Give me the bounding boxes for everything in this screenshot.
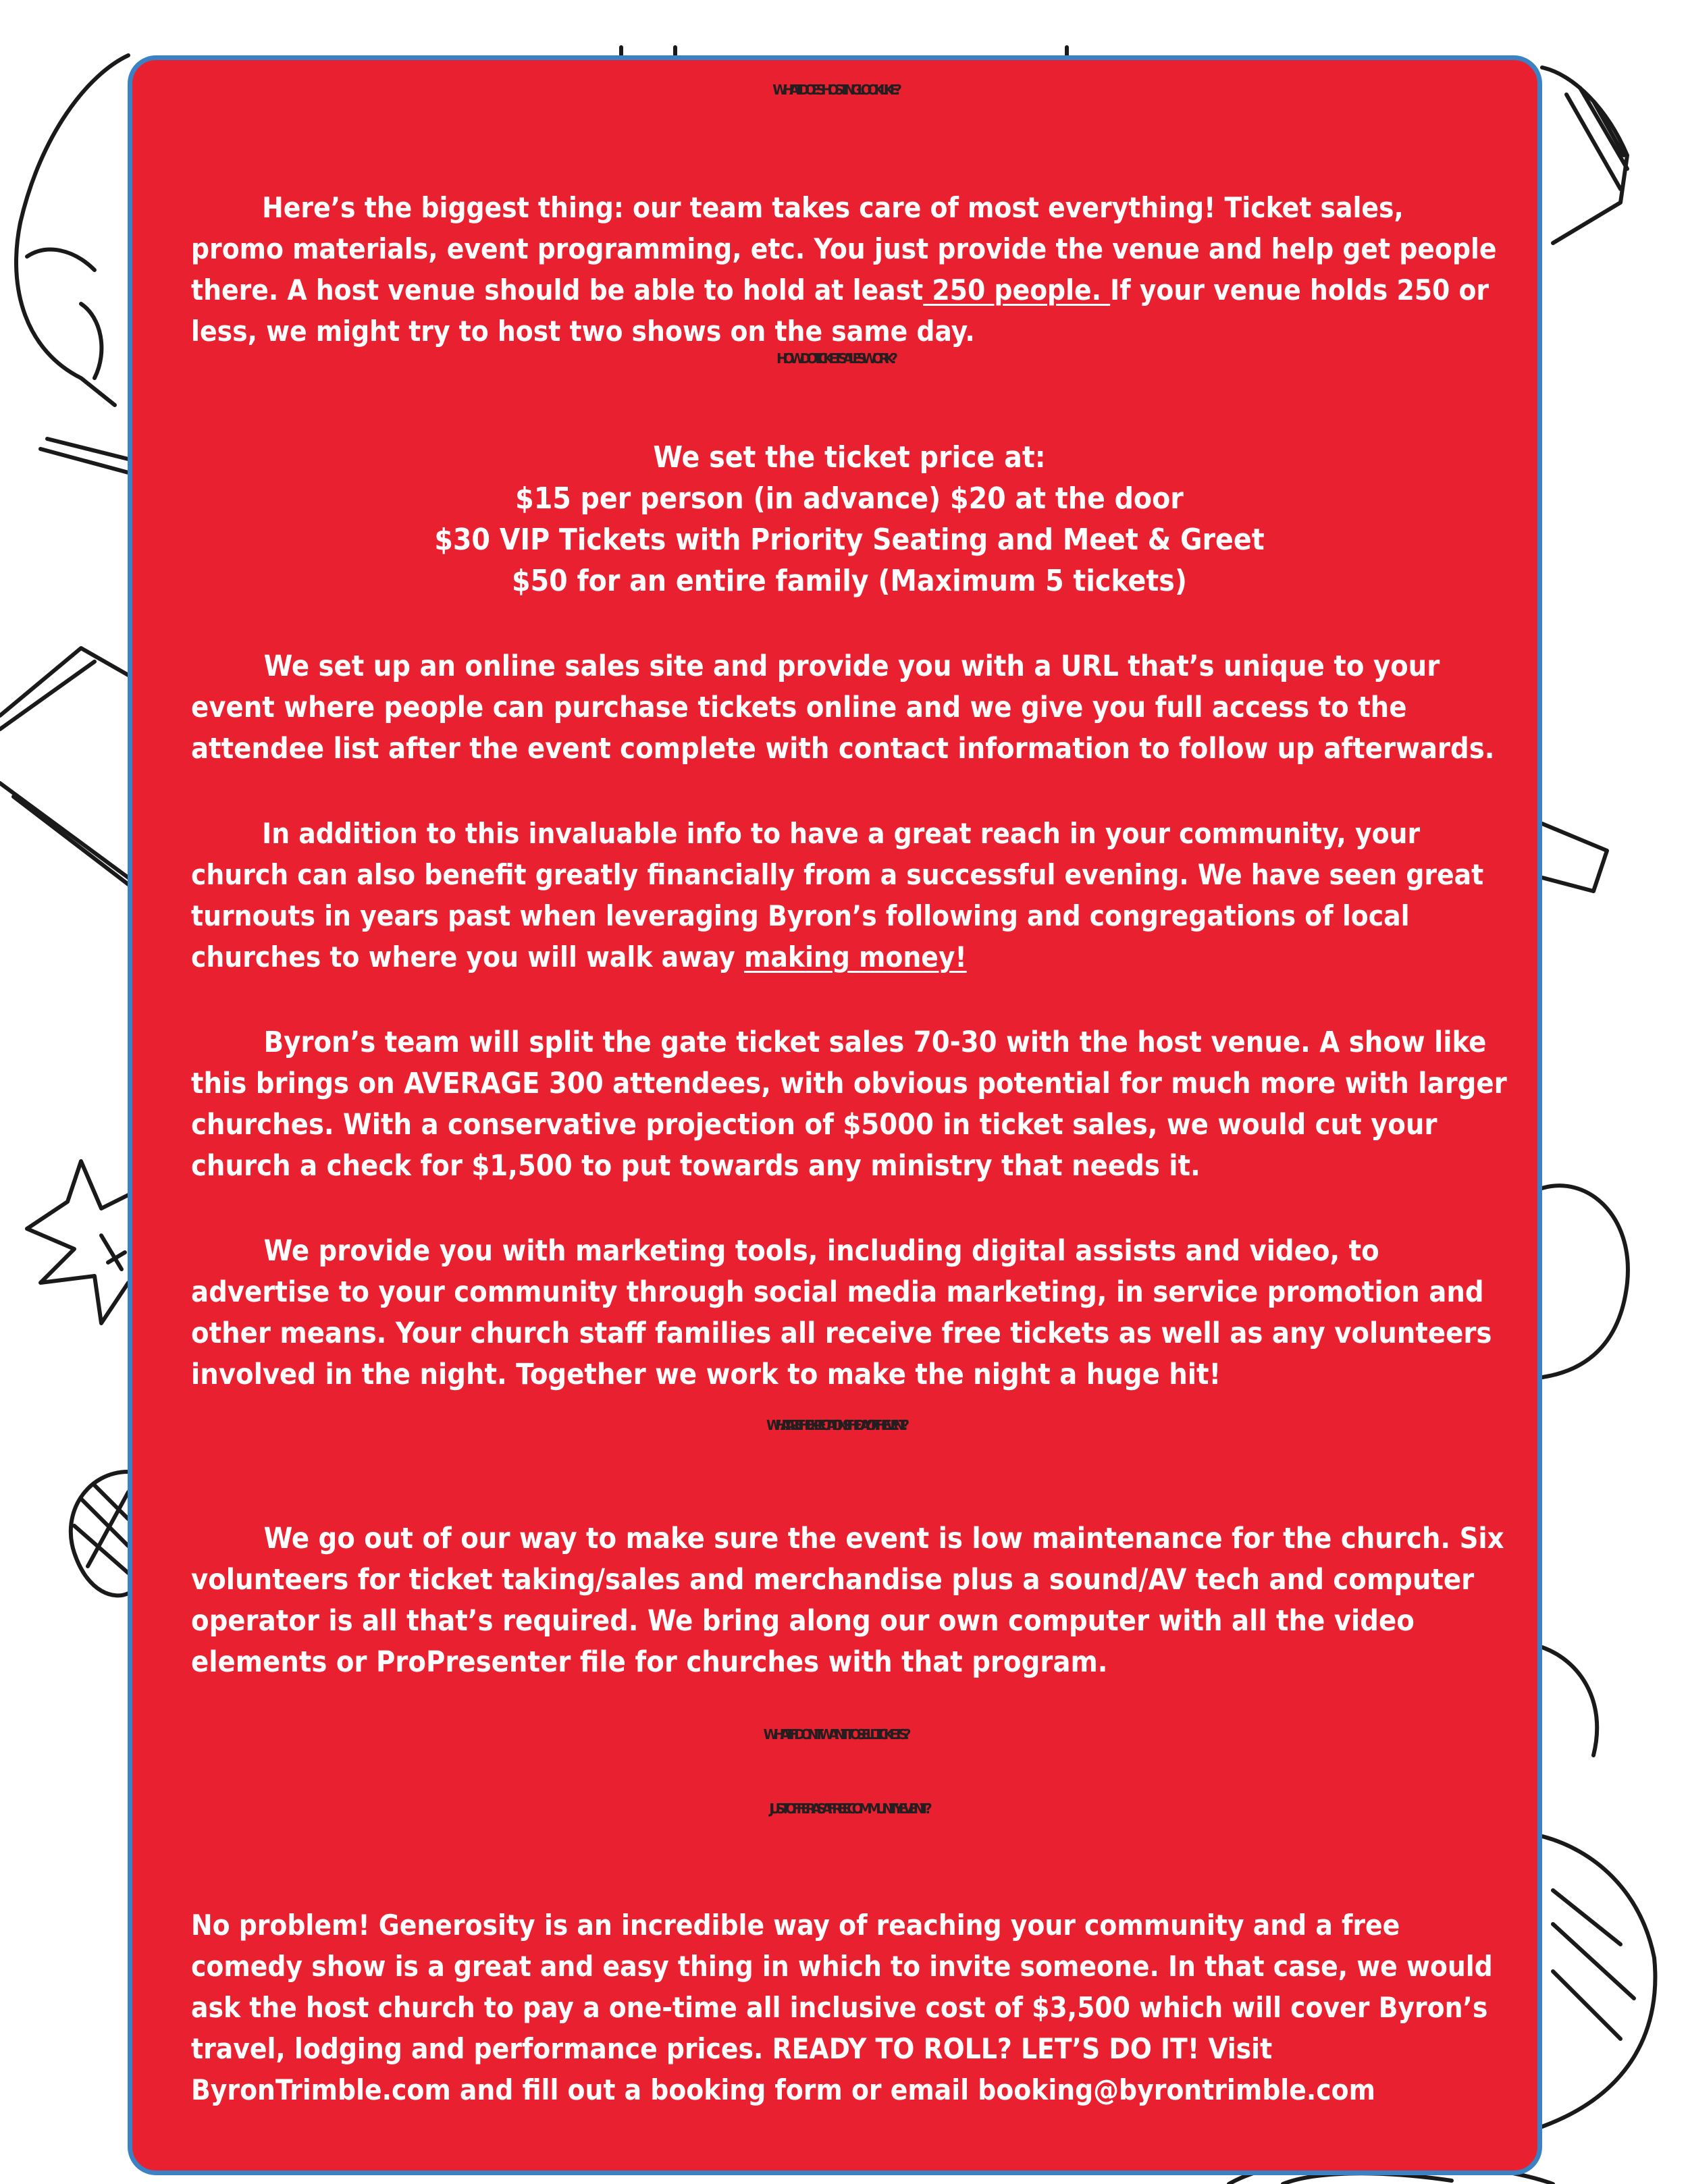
paragraph-marketing: We provide you with marketing tools, including digital assists and video, to advertise to your community through social media marketing, in service promotion and other means. Your church staff families all receive free tickets as well as any volunteers involved in the night. Together we work to make the night a huge hit! [191,1234,1492,1391]
heading-free-event-line2: JUST OFFER AS A FREE COMMUNITY EVENT? [769,1801,928,1817]
ticket-prices: We set the ticket price at: $15 per person (in advance) $20 at the door $30 VIP Tickets with Priority Seating and Meet & Greet $50 for an entire family (Maximum 5 tickets) [434,440,1265,598]
hosting-text-end: If your venue holds 250 or less, we might try to host two shows on the same day. [191,273,1489,348]
heading-hosting: WHAT DOES HOSTING LOOK LIKE? [772,82,897,98]
doodle-left-burst [27,1161,128,1323]
doodle-left-laptop [0,648,128,884]
paragraph-gate-split: Byron’s team will split the gate ticket sales 70-30 with the host venue. A show like this brings on AVERAGE 300 attendees, with obvious potential for much more with larger churches. With a conservative projection of $5000 in ticket sales, we would cut your church a check for $1,500 to put towards any ministry that needs it. [191,1026,1507,1183]
doodle-right-head [1542,1186,1628,1755]
heading-ticket-sales: HOW DO TICKET SALES WORK? [776,350,894,367]
venue-capacity-highlight: 250 people. [923,273,1111,307]
doodle-right-plate [1542,1836,1655,2127]
paragraph-free-event: No problem! Generosity is an incredible way of reaching your community and a free comedy show is a great and easy thing in which to invite someone. In that case, we would ask the host church to pay a one-time all inclusive cost of $3,500 which will cover Byron’s travel, lodging and performance prices. READY TO ROLL? LET’S DO IT! Visit ByronTrimble.com and fill out a booking form or email booking@byrontrimble.com [191,1909,1493,2106]
heading-expectations: WHAT ARE THE EXPECTATIONS THE DAY OF THE EVENT? [766,1417,904,1433]
doodle-top-ticks [621,47,1067,55]
paragraph-financial-benefit [191,813,1508,978]
paragraph-hosting [191,187,1508,352]
doodle-left-racket [71,1472,128,1595]
paragraph-online-sales: We set up an online sales site and provide you with a URL that’s unique to your event where people can purchase tickets online and we give you full access to the attendee list after the event complete with contact information to follow up afterwards. [191,649,1495,766]
doodle-left-face [16,55,128,473]
financial-text: In addition to this invaluable info to have a great reach in your community, your church can also benefit greatly financially from a successful evening. We have seen great turnouts in years past when leveraging Byron’s following and congregations of local churches to where you will walk away [191,817,1484,974]
paragraph-expectations: We go out of our way to make sure the event is low maintenance for the church. Six volunteers for ticket taking/sales and merchandise plus a sound/AV tech and computer operator is all that’s required. We bring along our own computer with all the video elements or ProPresenter file for churches with that program. [191,1522,1504,1679]
making-money-highlight: making money! [743,940,967,974]
doodle-right-box [1542,824,1607,891]
hosting-text: Here’s the biggest thing: our team takes care of most everything! Ticket sales, promo materials, event programming, etc. You just provide the venue and help get people there. A host venue should be able to hold at least [191,191,1497,307]
heading-free-event-line1: WHAT IF I DON’T WANT TO SELL TICKETS? [763,1726,907,1742]
info-panel [128,55,1542,2175]
doodle-right-brush [1542,68,1627,243]
